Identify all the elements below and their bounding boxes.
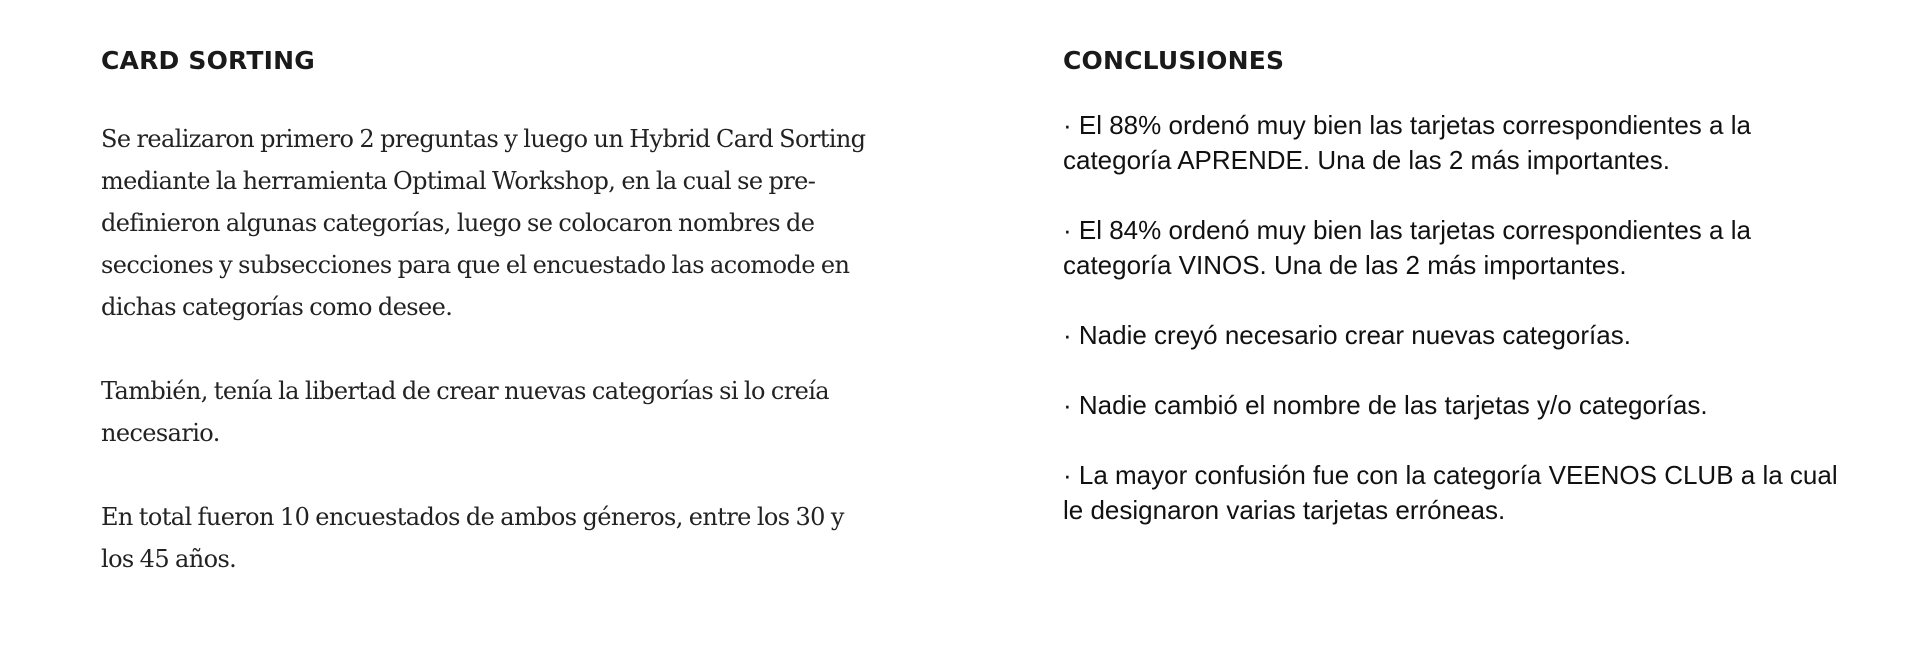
conclusion-item-renaming: · Nadie cambió el nombre de las tarjetas y/o categorías. [1063,390,1708,420]
card-sorting-paragraph-method: Se realizaron primero 2 preguntas y luego un Hybrid Card Sorting mediante la herramienta Optimal Workshop, en la cual se pre-definieron algunas categorías, luego se colocaron nombres de secciones y subsecciones para que el encuestado las acomode en dichas categorías como desee. [101,125,866,321]
conclusion-item-vinos: · El 84% ordenó muy bien las tarjetas correspondientes a la categoría VINOS. Una de las 2 más importantes. [1063,215,1751,280]
conclusion-item-confusion: · La mayor confusión fue con la categoría VEENOS CLUB a la cual le designaron varias tarjetas erróneas. [1063,460,1838,525]
conclusion-item-new-categories: · Nadie creyó necesario crear nuevas categorías. [1063,320,1631,350]
card-sorting-section [101,44,871,622]
conclusiones-list [1063,108,1863,528]
conclusion-item-aprende: · El 88% ordenó muy bien las tarjetas correspondientes a la categoría APRENDE. Una de las 2 más importantes. [1063,110,1751,175]
conclusiones-title: CONCLUSIONES [1063,46,1285,75]
card-sorting-paragraph-participants: En total fueron 10 encuestados de ambos géneros, entre los 30 y los 45 años. [101,503,844,573]
card-sorting-paragraph-freedom: También, tenía la libertad de crear nuevas categorías si lo creía necesario. [101,377,829,447]
card-sorting-body [101,118,871,580]
card-sorting-title: CARD SORTING [101,46,315,75]
conclusiones-section [1063,44,1863,563]
